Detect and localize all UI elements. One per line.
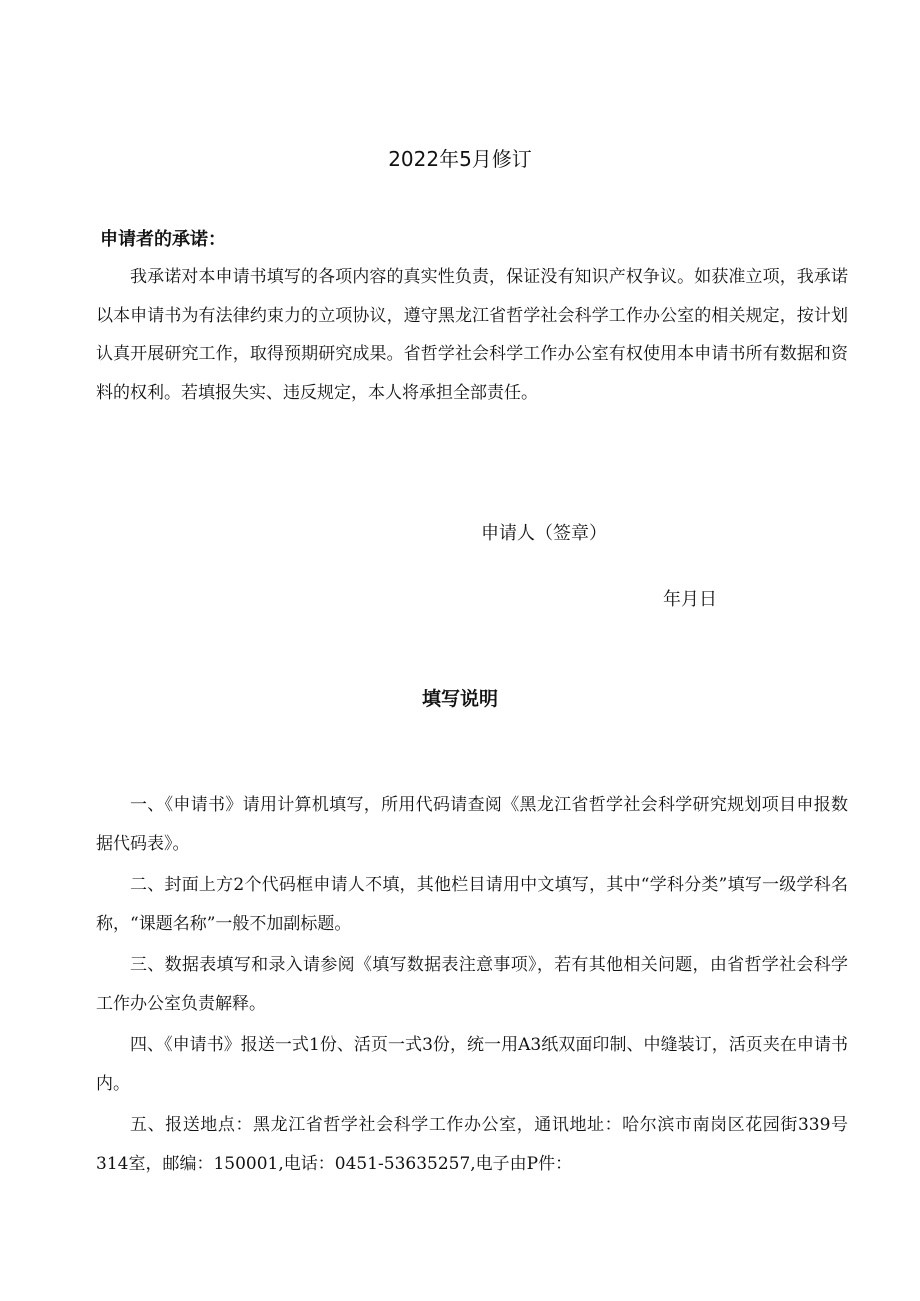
instruction-item-1: 一、《申请书》请用计算机填写，所用代码请查阅《黑龙江省哲学社会科学研究规划项目申报数据代码表》。 (96, 795, 848, 854)
pledge-body: 我承诺对本申请书填写的各项内容的真实性负责，保证没有知识产权争议。如获准立项，我承诺以本申请书为有法律约束力的立项协议，遵守黑龙江省哲学社会科学工作办公室的相关规定，按计划认真开展研究工作，取得预期研究成果。省哲学社会科学工作办公室有权使用本申请书所有数据和资料的权利。若填报失实、违反规定，本人将承担全部责任。 (96, 267, 848, 403)
instruction-item-3: 三、数据表填写和录入请参阅《填写数据表注意事项》，若有其他相关问题，由省哲学社会科学工作办公室负责解释。 (96, 955, 848, 1014)
instruction-item-5: 五、报送地点：黑龙江省哲学社会科学工作办公室，通讯地址：哈尔滨市南岗区花园街339号314室，邮编：150001,电话：0451-53635257,电子由P件： (96, 1115, 848, 1174)
instructions-title: 填写说明 (421, 688, 498, 710)
applicant-signature-label: 申请人（签章） (481, 523, 607, 544)
instructions-list (96, 786, 848, 1186)
instruction-item-4: 四、《申请书》报送一式1份、活页一式3份，统一用A3纸双面印制、中缝装订，活页夹在申请书内。 (96, 1035, 848, 1094)
pledge-heading: 申请者的承诺： (100, 229, 226, 250)
revision-date: 2022年5月修订 (388, 147, 532, 171)
signature-date-label: 年月日 (663, 589, 717, 610)
instruction-item-2: 二、封面上方2个代码框申请人不填，其他栏目请用中文填写，其中“学科分类”填写一级学科名称，“课题名称”一般不加副标题。 (96, 875, 848, 934)
